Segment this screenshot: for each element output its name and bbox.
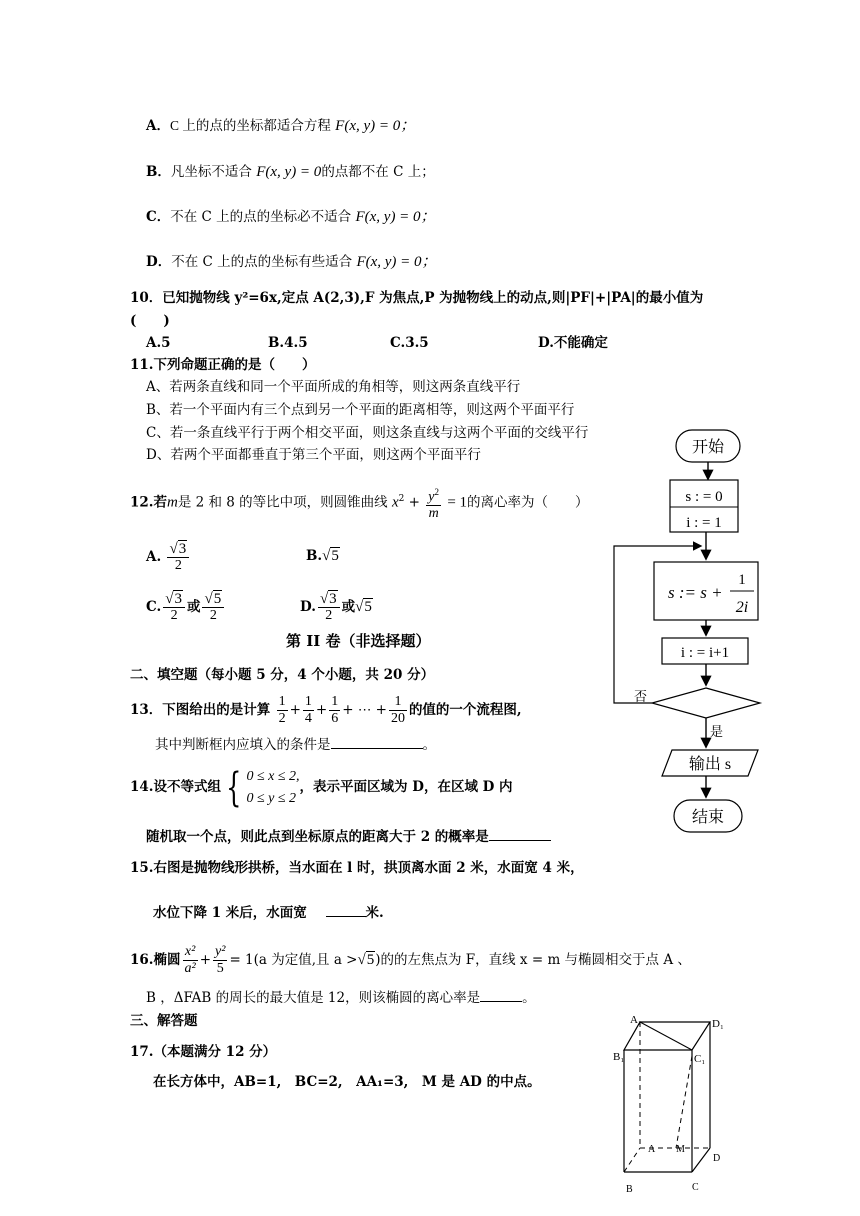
cuboid-figure bbox=[610, 1012, 730, 1202]
label-a: A bbox=[648, 1144, 656, 1155]
option-text: C 上的点的坐标有些适合 bbox=[202, 254, 353, 270]
option-letter: D． bbox=[146, 254, 172, 270]
question-text: 的离心率为（ ） bbox=[467, 494, 589, 511]
q12-stem: 12.若m是 2 和 8 的等比中项，则圆锥曲线 $x^2$ + $\frac{y^2}{m}$ = 1的离心率为（ ） bbox=[130, 480, 589, 522]
denominator: 5 bbox=[216, 961, 224, 976]
option-text: C 上； bbox=[393, 164, 435, 180]
answer-heading: 三、解答题 bbox=[130, 1013, 198, 1029]
q13-line2 bbox=[155, 736, 436, 754]
label-b: B bbox=[626, 1184, 633, 1195]
q11-option-c: C、若一条直线平行于两个相交平面，则这条直线与这两个平面的交线平行 bbox=[146, 425, 589, 441]
fraction bbox=[329, 694, 340, 727]
denominator: 20 bbox=[390, 711, 405, 726]
init-s: s : = 0 bbox=[685, 489, 723, 505]
option-text: 的点都不在 bbox=[321, 164, 389, 180]
question-number: 12.若 bbox=[130, 494, 167, 511]
denominator: 6 bbox=[331, 711, 339, 726]
q14-stem bbox=[130, 762, 513, 812]
fraction bbox=[213, 944, 227, 977]
q11-option-b: B、若一个平面内有三个点到另一个平面的距离相等，则这两个平面平行 bbox=[146, 402, 575, 418]
q12-option-c bbox=[146, 588, 226, 626]
question-text: 随机取一个点，则此点到坐标原点的距离大于 2 的概率是 bbox=[146, 829, 489, 845]
q16-stem: 16.椭圆 $\frac{\text{x²}}{\text{a²}}$ + $\frac{\text{y²}}{5}$ = 1(a 为定值,且 a >√5)的的左焦点为 F，直线 x = m 与椭圆相交于点 A 、 bbox=[130, 944, 691, 976]
equation: F(x, y) = 0 bbox=[256, 164, 322, 180]
option-letter: B. bbox=[306, 548, 323, 564]
q17-text: 在长方体中，AB=1, BC=2, AA₁=3, M 是 AD 的中点。 bbox=[153, 1074, 541, 1090]
equation: = 1 bbox=[447, 494, 468, 511]
radicand: 5 bbox=[331, 548, 339, 564]
q11-stem: 11.下列命题正确的是（ ） bbox=[130, 357, 316, 373]
option-text: 不在 bbox=[171, 254, 199, 270]
question-text: B ，ΔFAB 的周长的最大值是 12，则该椭圆的离心率是 bbox=[146, 990, 481, 1006]
question-text: 米. bbox=[365, 905, 384, 921]
equation: F(x, y) = 0； bbox=[356, 254, 437, 270]
label-d1: D₁ bbox=[712, 1018, 724, 1030]
q16-line2 bbox=[146, 989, 536, 1007]
output-label: 输出 s bbox=[688, 756, 732, 773]
q12-option-b: B.√5 bbox=[306, 548, 339, 564]
option-text: 不在 bbox=[170, 209, 198, 225]
decision-diamond bbox=[652, 688, 760, 718]
q9-option-a bbox=[146, 117, 415, 135]
equation: F(x, y) = 0； bbox=[355, 209, 436, 225]
assign-num: 1 bbox=[738, 572, 746, 588]
fraction bbox=[389, 694, 407, 727]
answer-blank[interactable] bbox=[480, 1001, 522, 1002]
label-c1: C₁ bbox=[694, 1053, 706, 1065]
start-label: 开始 bbox=[691, 439, 725, 456]
yes-label: 是 bbox=[710, 724, 724, 739]
denominator: m bbox=[428, 506, 439, 522]
question-text: 其中判断框内应填入的条件是 bbox=[155, 737, 331, 753]
variable: x bbox=[391, 494, 399, 511]
option-letter: A. bbox=[146, 549, 162, 565]
inequality: 0 ≤ y ≤ 2 bbox=[246, 790, 297, 806]
numerator: x² bbox=[183, 944, 198, 961]
fraction bbox=[183, 944, 198, 977]
q12-option-d: D. $\frac{√3}{2}$ 或√5 bbox=[300, 591, 372, 623]
numerator: y² bbox=[215, 944, 226, 959]
answer-blank[interactable] bbox=[326, 916, 366, 917]
ellipsis: + ⋯ + bbox=[342, 702, 387, 718]
fraction bbox=[277, 694, 288, 727]
denominator: a² bbox=[184, 961, 196, 976]
q10-paren: ( ) bbox=[130, 313, 170, 329]
equation-text: = 1(a 为定值,且 a > bbox=[229, 952, 358, 968]
numerator: 3 bbox=[178, 541, 187, 557]
no-label: 否 bbox=[634, 689, 648, 704]
denominator: 2 bbox=[174, 558, 182, 573]
option-letter: C． bbox=[146, 209, 171, 225]
label-c: C bbox=[692, 1182, 699, 1193]
label-b1: B₁ bbox=[613, 1051, 625, 1063]
numerator: 3 bbox=[174, 591, 182, 607]
question-text: )的的左焦点为 F，直线 x = m 与椭圆相交于点 A 、 bbox=[375, 952, 691, 968]
q9-option-c bbox=[146, 208, 436, 226]
question-text: 水位下降 1 米后，水面宽 bbox=[153, 905, 307, 921]
label-a1: A₁ bbox=[630, 1014, 642, 1026]
q14-line2 bbox=[146, 828, 551, 846]
option-text: C 上的点的坐标必不适合 bbox=[201, 209, 352, 225]
or-text: 或 bbox=[186, 599, 201, 615]
numerator: y bbox=[428, 489, 435, 505]
denominator: 2 bbox=[209, 608, 217, 623]
q15-line2 bbox=[153, 904, 384, 922]
answer-blank[interactable] bbox=[331, 748, 423, 749]
option-text: 凡坐标不适合 bbox=[170, 164, 252, 180]
fraction: $\frac{√3}{2}$ bbox=[167, 541, 189, 574]
q9-option-b bbox=[146, 163, 435, 181]
numerator: 1 bbox=[331, 694, 339, 709]
option-letter: C. bbox=[146, 599, 162, 615]
radicand: 5 bbox=[366, 952, 375, 968]
brace: { bbox=[226, 764, 242, 811]
equation: F(x, y) = 0； bbox=[335, 118, 416, 134]
q10-option-d: D.不能确定 bbox=[538, 335, 608, 351]
numerator: 5 bbox=[213, 591, 222, 607]
denominator: 2 bbox=[170, 608, 178, 623]
inequality-system bbox=[246, 766, 299, 810]
question-text: 14.设不等式组 bbox=[130, 779, 221, 795]
numerator: 1 bbox=[389, 694, 407, 711]
q11-option-a: A、若两条直线和同一个平面所成的角相等，则这两条直线平行 bbox=[146, 379, 521, 395]
increment-label: i : = i+1 bbox=[680, 645, 730, 661]
punctuation: 。 bbox=[522, 990, 536, 1006]
inequality: 0 ≤ x ≤ 2, bbox=[246, 768, 300, 784]
end-label: 结束 bbox=[691, 809, 725, 826]
question-text: 是 2 和 8 的等比中项，则圆锥曲线 bbox=[177, 494, 388, 511]
flowchart bbox=[600, 420, 780, 840]
radicand: 5 bbox=[364, 599, 372, 615]
q12-option-a bbox=[146, 538, 191, 576]
answer-blank[interactable] bbox=[489, 840, 551, 841]
question-text: ，表示平面区域为 D，在区域 D 内 bbox=[299, 779, 513, 795]
numerator: 1 bbox=[278, 694, 286, 709]
denominator: 2 bbox=[325, 608, 333, 623]
q10-option-a: A.5 bbox=[146, 335, 171, 351]
label-m: M bbox=[676, 1144, 685, 1155]
fraction: $\frac{y^2}{m}$ bbox=[426, 484, 441, 523]
denominator: 2 bbox=[278, 711, 286, 726]
assign-den: 2i bbox=[735, 599, 749, 616]
section-title: 第 II 卷（非选择题） bbox=[286, 632, 431, 650]
punctuation: 。 bbox=[422, 737, 436, 753]
numerator: 1 bbox=[304, 694, 312, 709]
question-text: 13．下图给出的是计算 bbox=[130, 702, 271, 718]
init-i: i : = 1 bbox=[686, 515, 722, 531]
q10-option-c: C.3.5 bbox=[390, 335, 429, 351]
numerator: 3 bbox=[329, 591, 337, 607]
or-text: 或 bbox=[341, 599, 356, 615]
fraction: $\frac{√3}{2}$ bbox=[318, 591, 340, 624]
fill-heading: 二、填空题（每小题 5 分，4 个小题，共 20 分） bbox=[130, 667, 435, 683]
q10-option-b: B.4.5 bbox=[268, 335, 308, 351]
denominator: 4 bbox=[304, 711, 312, 726]
question-text: 的值的一个流程图, bbox=[408, 702, 522, 718]
assign-lhs: s := s + bbox=[668, 583, 723, 602]
fraction bbox=[303, 694, 314, 727]
option-letter: B． bbox=[146, 164, 171, 180]
q10-stem: 10．已知抛物线 y²=6x,定点 A(2,3),F 为焦点,P 为抛物线上的动点,则|PF|+|PA|的最小值为 bbox=[130, 290, 704, 306]
q15-line1: 15.右图是抛物线形拱桥，当水面在 l 时，拱顶离水面 2 米，水面宽 4 米， bbox=[130, 860, 584, 876]
option-letter: A． bbox=[146, 118, 170, 134]
q9-option-d bbox=[146, 253, 437, 271]
variable: m bbox=[167, 494, 178, 511]
q11-option-d: D、若两个平面都垂直于第三个平面，则这两个平面平行 bbox=[146, 447, 481, 463]
fraction: $\frac{√5}{2}$ bbox=[202, 591, 224, 624]
question-text: 16.椭圆 bbox=[130, 952, 181, 968]
fraction: $\frac{√3}{2}$ bbox=[163, 591, 185, 624]
option-letter: D. bbox=[300, 599, 316, 615]
label-d: D bbox=[713, 1153, 721, 1164]
q13-stem: 13．下图给出的是计算 $\frac{1}{2}$ + $\frac{1}{4}$ + $\frac{1}{6}$ + ⋯ + $\frac{1}{20}$ 的值的一个流程图, bbox=[130, 694, 522, 726]
option-text: C 上的点的坐标都适合方程 bbox=[169, 118, 331, 133]
q17-title: 17.（本题满分 12 分） bbox=[130, 1044, 277, 1060]
